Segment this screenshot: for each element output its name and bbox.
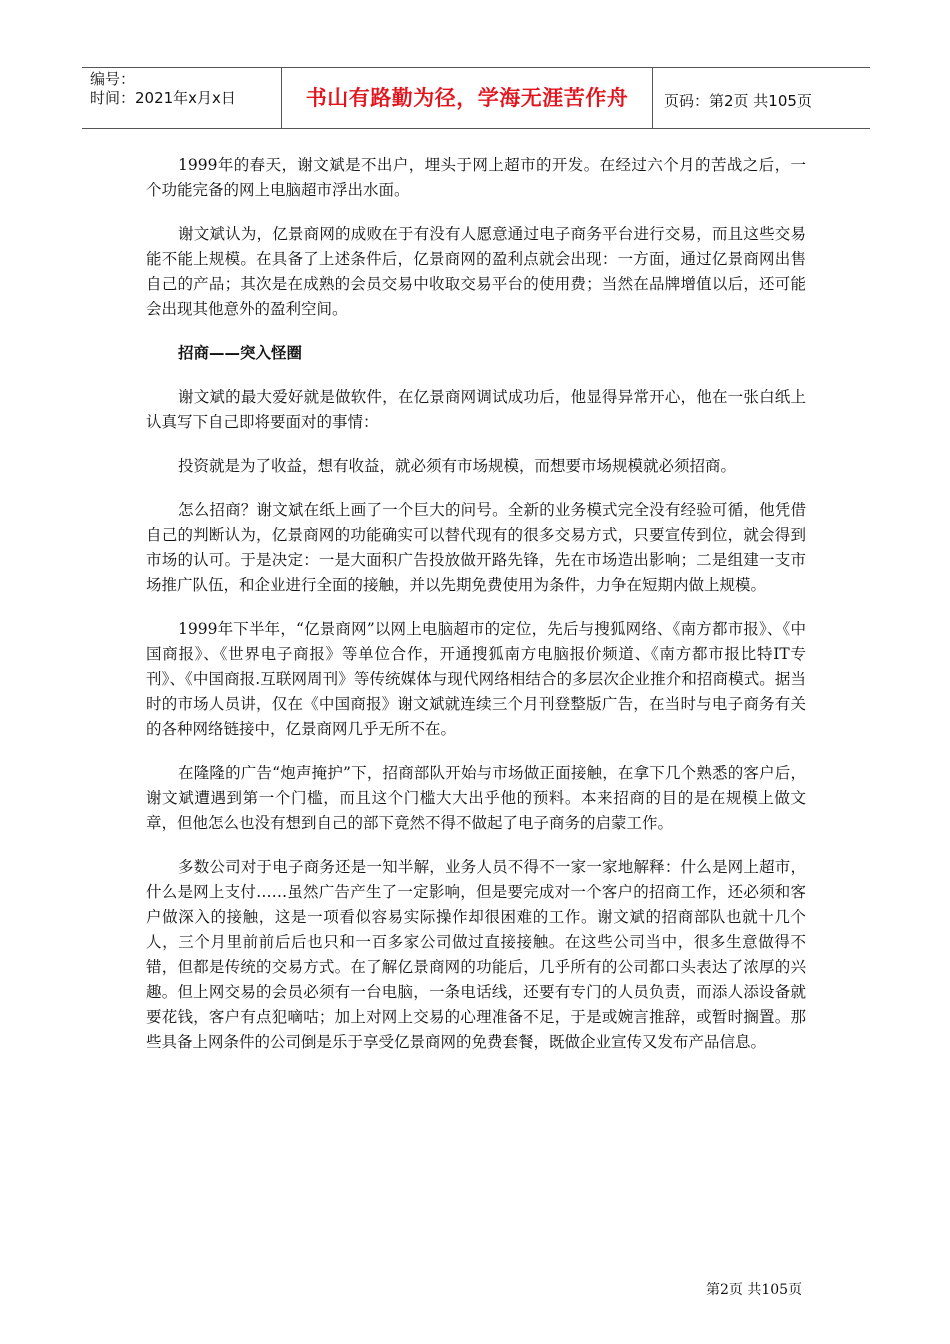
header-divider-right [652,67,653,129]
paragraph: 怎么招商？谢文斌在纸上画了一个巨大的问号。全新的业务模式完全没有经验可循，他凭借自己的判断认为，亿景商网的功能确实可以替代现有的很多交易方式，只要宣传到位，就会得到市场的认可。于是决定：一是大面积广告投放做开路先锋，先在市场造出影响；二是组建一支市场推广队伍，和企业进行全面的接触，并以先期免费使用为条件，力争在短期内做上规模。 [146,501,806,594]
header-motto: 书山有路勤为径，学海无涯苦作舟 [305,86,629,110]
header-page-number: 页码：第2页 共105页 [664,92,812,110]
paragraph: 1999年下半年，“亿景商网”以网上电脑超市的定位，先后与搜狐网络、《南方都市报》、《中国商报》、《世界电子商报》等单位合作，开通搜狐南方电脑报价频道、《南方都市报比特IT专刊》、《中国商报.互联网周刊》等传统媒体与现代网络相结合的多层次企业推介和招商模式。据当时的市场人员讲，仅在《中国商报》谢文斌就连续三个月刊登整版广告，在当时与电子商务有关的各种网络链接中，亿景商网几乎无所不在。 [146,620,806,738]
paragraph: 在隆隆的广告“炮声掩护”下，招商部队开始与市场做正面接触，在拿下几个熟悉的客户后，谢文斌遭遇到第一个门槛，而且这个门槛大大出乎他的预料。本来招商的目的是在规模上做文章，但他怎么也没有想到自己的部下竟然不得不做起了电子商务的启蒙工作。 [146,764,806,832]
paragraph: 谢文斌认为，亿景商网的成败在于有没有人愿意通过电子商务平台进行交易，而且这些交易能不能上规模。在具备了上述条件后，亿景商网的盈利点就会出现：一方面，通过亿景商网出售自己的产品；其次是在成熟的会员交易中收取交易平台的使用费；当然在品牌增值以后，还可能会出现其他意外的盈利空间。 [146,225,806,318]
document-body [146,153,806,1074]
paragraph: 多数公司对于电子商务还是一知半解，业务人员不得不一家一家地解释：什么是网上超市，什么是网上支付……虽然广告产生了一定影响，但是要完成对一个客户的招商工作，还必须和客户做深入的接触，这是一项看似容易实际操作却很困难的工作。谢文斌的招商部队也就十几个人，三个月里前前后后也只和一百多家公司做过直接接触。在这些公司当中，很多生意做得不错，但都是传统的交易方式。在了解亿景商网的功能后，几乎所有的公司都口头表达了浓厚的兴趣。但上网交易的会员必须有一台电脑，一条电话线，还要有专门的人员负责，而添人添设备就要花钱，客户有点犯嘀咕；加上对网上交易的心理准备不足，于是或婉言推辞，或暂时搁置。那些具备上网条件的公司倒是乐于享受亿景商网的免费套餐，既做企业宣传又发布产品信息。 [146,858,806,1051]
footer-page-number: 第2页 共105页 [706,1282,803,1298]
paragraph: 谢文斌的最大爱好就是做软件，在亿景商网调试成功后，他显得异常开心，他在一张白纸上认真写下自己即将要面对的事情： [146,388,806,431]
section-heading: 招商——突入怪圈 [178,344,303,362]
header-meta [90,70,236,108]
header-top-rule [82,67,870,68]
paragraph: 1999年的春天，谢文斌是不出户，埋头于网上超市的开发。在经过六个月的苦战之后，一个功能完备的网上电脑超市浮出水面。 [146,156,806,199]
paragraph: 投资就是为了收益，想有收益，就必须有市场规模，而想要市场规模就必须招商。 [178,457,737,475]
document-date-label: 时间：2021年x月x日 [90,89,236,107]
header-bottom-rule [82,128,870,129]
document-number-label: 编号： [90,70,136,88]
